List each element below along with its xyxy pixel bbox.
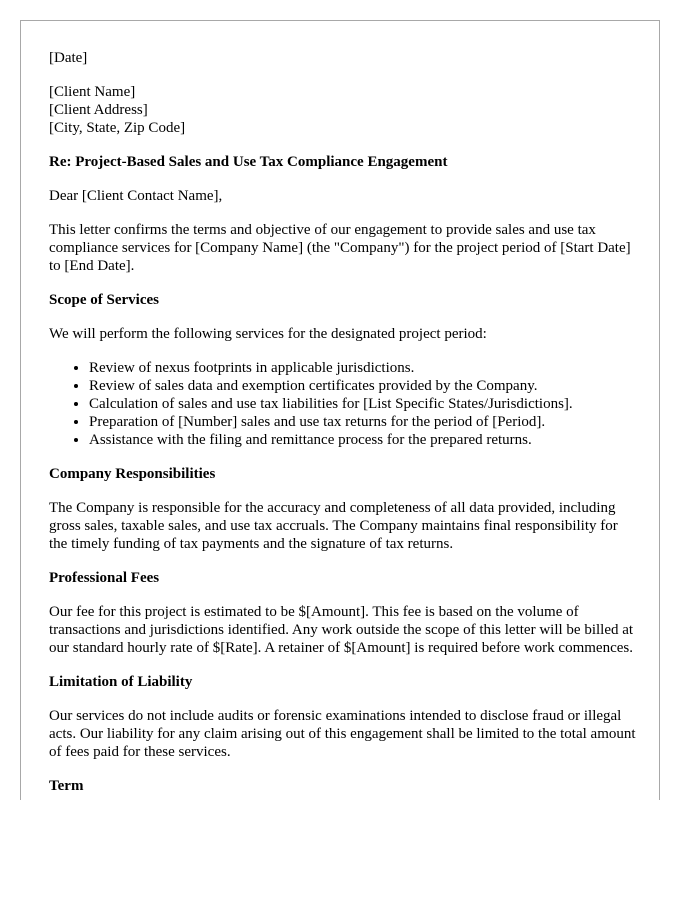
- liability-heading: Limitation of Liability: [49, 674, 193, 690]
- scope-item: • Review of sales data and exemption certificates provided by the Company.: [89, 377, 639, 395]
- client-address-block: [49, 83, 639, 137]
- client-address: [Client Address]: [49, 102, 148, 118]
- fees-heading: Professional Fees: [49, 570, 160, 586]
- responsibilities-heading: Company Responsibilities: [49, 466, 216, 482]
- letter-date: [Date]: [49, 50, 88, 66]
- scope-item: • Preparation of [Number] sales and use tax returns for the period of [Period].: [89, 413, 639, 431]
- responsibilities-paragraph: The Company is responsible for the accuracy and completeness of all data provided, including gross sales, taxable sales, and use tax accruals. The Company maintains final responsibility for the timely funding of tax payments and the signature of tax returns.: [49, 500, 618, 552]
- scope-item: • Calculation of sales and use tax liabilities for [List Specific States/Jurisdictions].: [89, 395, 639, 413]
- scope-list: [49, 359, 639, 449]
- subject-line: Re: Project-Based Sales and Use Tax Compliance Engagement: [49, 154, 448, 170]
- scope-item: • Review of nexus footprints in applicable jurisdictions.: [89, 359, 639, 377]
- term-heading: Term: [49, 778, 84, 794]
- client-city-state-zip: [City, State, Zip Code]: [49, 120, 186, 136]
- scope-item: • Assistance with the filing and remittance process for the prepared returns.: [89, 431, 639, 449]
- salutation: Dear [Client Contact Name],: [49, 188, 223, 204]
- letter-page: [20, 20, 660, 800]
- client-name: [Client Name]: [49, 84, 136, 100]
- scope-lead: We will perform the following services for the designated project period:: [49, 326, 487, 342]
- fees-paragraph: Our fee for this project is estimated to be $[Amount]. This fee is based on the volume of transactions and jurisdictions identified. Any work outside the scope of this letter will be billed at our standard hourly rate of $[Rate]. A retainer of $[Amount] is required before work commences.: [49, 604, 634, 656]
- scope-heading: Scope of Services: [49, 292, 159, 308]
- liability-paragraph: Our services do not include audits or forensic examinations intended to disclose fraud or illegal acts. Our liability for any claim arising out of this engagement shall be limited to the total amount of fees paid for these services.: [49, 708, 636, 760]
- letter-content: [49, 49, 639, 800]
- intro-paragraph: This letter confirms the terms and objective of our engagement to provide sales and use tax compliance services for [Company Name] (the "Company") for the project period of [Start Date] to [End Date].: [49, 222, 631, 274]
